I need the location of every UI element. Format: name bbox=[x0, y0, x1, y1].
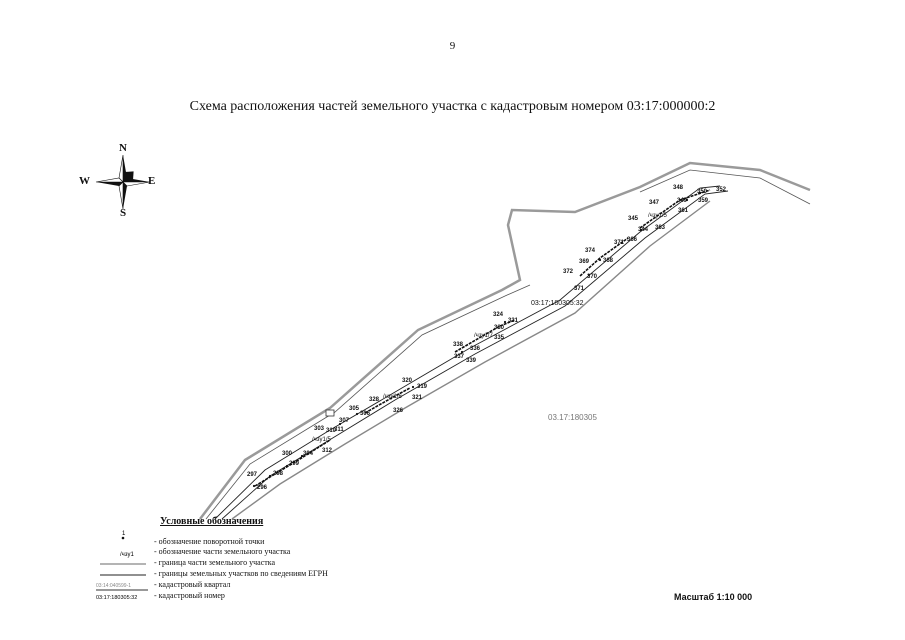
turning-point bbox=[599, 259, 601, 261]
point-label: 339 bbox=[466, 358, 477, 364]
point-label: 299 bbox=[289, 461, 300, 467]
quarter-label: 03.17:180305 bbox=[548, 413, 597, 422]
point-label: 331 bbox=[508, 318, 519, 324]
point-label: 328 bbox=[369, 397, 380, 403]
point-label: 363 bbox=[655, 225, 666, 231]
point-label: 366 bbox=[627, 237, 638, 243]
point-label: 320 bbox=[402, 378, 413, 384]
point-label: 337 bbox=[454, 354, 465, 360]
point-label: 348 bbox=[673, 185, 684, 191]
turning-point bbox=[286, 465, 288, 467]
road-line-2 bbox=[222, 191, 728, 519]
turning-point bbox=[504, 321, 506, 323]
point-label: 338 bbox=[453, 342, 464, 348]
point-label: 311 bbox=[334, 427, 344, 433]
turning-point bbox=[461, 351, 463, 353]
point-label: 305 bbox=[349, 406, 360, 412]
compass-south-label: S bbox=[120, 207, 127, 219]
part-label: /чзу1/6 bbox=[383, 394, 402, 400]
point-label: 335 bbox=[494, 335, 505, 341]
map-legend bbox=[96, 516, 396, 616]
legend-desc: - кадастровый номер bbox=[154, 591, 225, 600]
point-label: 349 bbox=[677, 198, 688, 204]
point-label: 368 bbox=[603, 258, 614, 264]
legend-row-turning-point bbox=[96, 528, 396, 546]
svg-text:03:14:040599-1: 03:14:040599-1 bbox=[96, 583, 132, 589]
point-label: 306 bbox=[360, 411, 371, 417]
legend-desc: - кадастровый квартал bbox=[154, 580, 231, 589]
svg-text:/чзу1: /чзу1 bbox=[120, 552, 134, 558]
point-label: 344 bbox=[638, 227, 649, 233]
turning-point bbox=[269, 475, 271, 477]
point-label: 326 bbox=[393, 408, 404, 414]
point-label: 372 bbox=[563, 269, 574, 275]
legend-desc: - обозначение поворотной точки bbox=[154, 537, 265, 546]
svg-text:1: 1 bbox=[122, 531, 126, 537]
point-label: 307 bbox=[339, 418, 350, 424]
point-label: 371 bbox=[614, 240, 625, 246]
legend-desc: - обозначение части земельного участка bbox=[154, 547, 291, 556]
turning-point bbox=[253, 485, 255, 487]
parcel-boundary-inner bbox=[206, 285, 530, 519]
compass-west-label: W bbox=[79, 175, 90, 187]
point-label: 370 bbox=[587, 274, 598, 280]
point-label: 359 bbox=[698, 198, 709, 204]
point-label: 310 bbox=[326, 428, 337, 434]
point-label: 336 bbox=[470, 346, 481, 352]
point-label: 319 bbox=[417, 384, 428, 390]
legend-row-cadastral-number bbox=[96, 590, 396, 602]
point-label: 347 bbox=[649, 200, 660, 206]
point-label: 321 bbox=[412, 395, 423, 401]
point-label: 303 bbox=[314, 426, 325, 432]
point-label: 352 bbox=[716, 187, 727, 193]
legend-desc: - граница части земельного участка bbox=[154, 558, 276, 567]
point-label: 312 bbox=[322, 448, 333, 454]
point-label: 297 bbox=[247, 472, 258, 478]
cadastral-number-symbol bbox=[96, 590, 150, 602]
point-label: 371 bbox=[574, 286, 585, 292]
point-label: 304 bbox=[303, 451, 314, 457]
svg-text:03:17:180305:32: 03:17:180305:32 bbox=[96, 595, 138, 601]
point-label: 345 bbox=[628, 216, 639, 222]
point-label: 361 bbox=[678, 208, 689, 214]
part-label: /чзу1/5 bbox=[648, 213, 667, 219]
point-label: 330 bbox=[494, 325, 505, 331]
point-label: 324 bbox=[493, 312, 504, 318]
point-label: 374 bbox=[585, 248, 596, 254]
compass-east-label: E bbox=[148, 175, 156, 187]
compass-north-label: N bbox=[119, 142, 127, 154]
point-label: 350 bbox=[697, 189, 708, 195]
legend-title: Условные обозначения bbox=[160, 516, 264, 527]
road-line-1 bbox=[215, 186, 720, 519]
part-label: /чзу1/7 bbox=[474, 333, 493, 339]
turning-point bbox=[356, 413, 358, 415]
building-mark bbox=[326, 410, 334, 416]
turning-point-symbol-icon bbox=[96, 528, 150, 540]
point-label: 296 bbox=[257, 485, 268, 491]
scale-label: Масштаб 1:10 000 bbox=[674, 592, 753, 602]
legend-desc: - границы земельных участков по сведениям ЕГРН bbox=[154, 569, 328, 578]
point-label: 369 bbox=[579, 259, 590, 265]
page-number: 9 bbox=[449, 40, 456, 52]
cadastral-number-label: 03:17:180305:32 bbox=[531, 300, 584, 307]
turning-point bbox=[412, 386, 414, 388]
part-label: /чзу1/5 bbox=[312, 437, 331, 443]
point-label: 298 bbox=[273, 471, 284, 477]
page-title: Схема расположения частей земельного участка с кадастровым номером 03:17:000000:2 bbox=[189, 99, 716, 114]
point-label: 300 bbox=[282, 451, 293, 457]
